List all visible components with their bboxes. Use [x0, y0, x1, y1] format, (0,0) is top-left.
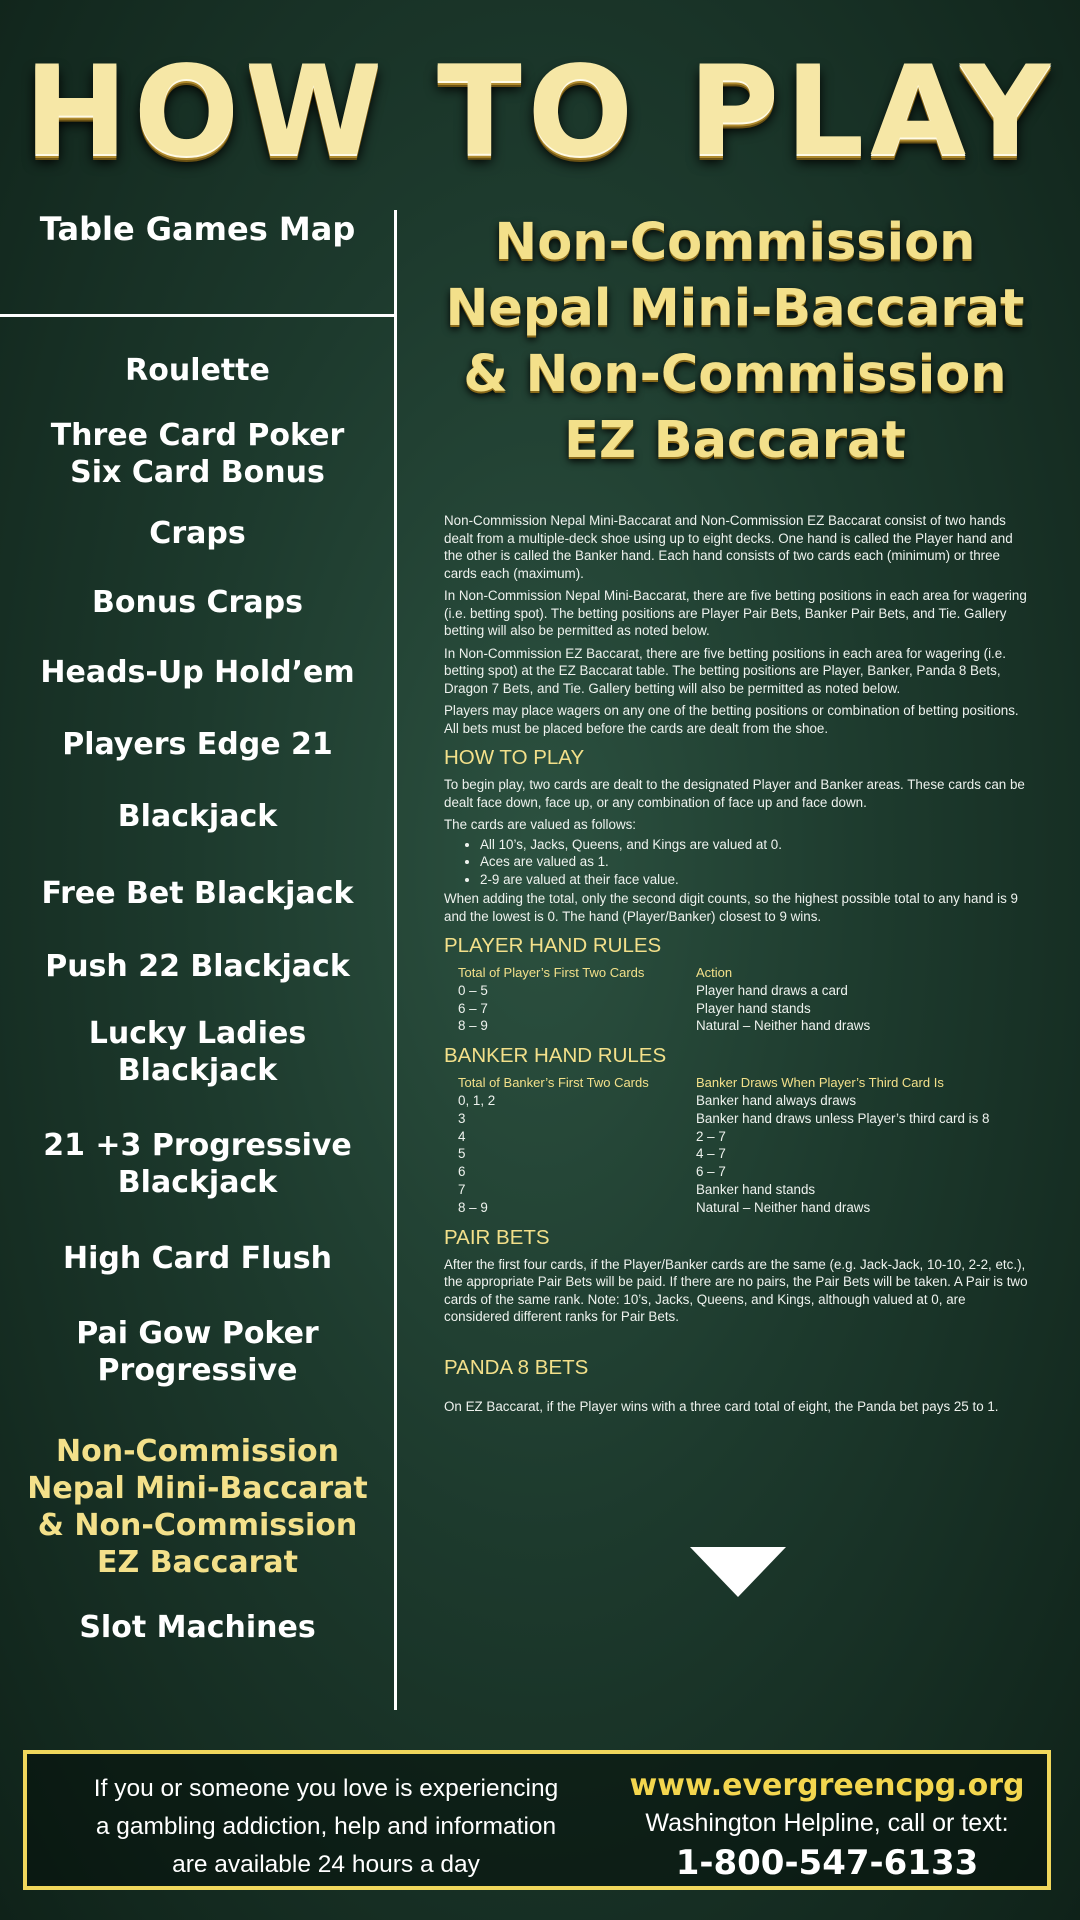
table-row	[458, 1000, 870, 1018]
intro-paragraph: Players may place wagers on any one of the betting positions or combination of betting positions. All bets must be placed before the cards are dealt from the shoe.	[444, 703, 1019, 736]
how-to-play-paragraph: The cards are valued as follows:	[444, 817, 637, 832]
table-cell: 4	[458, 1128, 466, 1144]
table-cell: 6 – 7	[458, 1000, 488, 1016]
panda-bets-paragraph: On EZ Baccarat, if the Player wins with a three card total of eight, the Panda bet pays 25 to 1.	[444, 1398, 999, 1414]
sidebar-item[interactable]: Pai Gow Poker Progressive	[76, 1316, 319, 1388]
table-cell: Player hand draws a card	[696, 982, 848, 998]
sidebar-item[interactable]: High Card Flush	[63, 1241, 332, 1276]
table-row	[458, 1181, 990, 1199]
sidebar-item[interactable]: Three Card Poker Six Card Bonus	[50, 418, 345, 490]
sidebar-item[interactable]: Players Edge 21	[62, 727, 333, 762]
player-rules-table	[458, 964, 870, 1035]
helpline-footer	[23, 1750, 1051, 1890]
list-item: • All 10’s, Jacks, Queens, and Kings are valued at 0.	[480, 836, 1034, 854]
table-cell: 8 – 9	[458, 1018, 488, 1034]
table-cell: 0 – 5	[458, 982, 488, 998]
list-item: • Aces are valued as 1.	[480, 853, 1034, 871]
table-cell: 5	[458, 1146, 466, 1162]
banker-rules-table	[458, 1074, 990, 1216]
help-message: If you or someone you love is experiencing a gambling addiction, help and information are available 24 hours a day	[93, 1775, 559, 1878]
list-item: • 2-9 are valued at their face value.	[480, 871, 1034, 889]
sidebar-item[interactable]: Non-Commission Nepal Mini-Baccarat & Non-Commission EZ Baccarat	[27, 1434, 368, 1580]
rules-text	[444, 512, 1034, 1420]
table-row	[458, 1110, 990, 1128]
card-values-list	[444, 836, 1034, 889]
table-cell: 6 – 7	[696, 1164, 726, 1180]
table-cell: Player hand stands	[696, 1000, 811, 1016]
sidebar-item[interactable]: Heads-Up Hold’em	[40, 655, 355, 690]
intro-paragraph: In Non-Commission Nepal Mini-Baccarat, there are five betting positions in each area for wagering (i.e. betting spot). The betting positions are Player Pair Bets, Banker Pair Bets, and Tie. Gallery betting will also be permitted as noted below.	[444, 588, 1027, 638]
table-row	[458, 1017, 870, 1035]
banker-rules-heading: BANKER HAND RULES	[444, 1044, 667, 1068]
table-cell: Banker hand draws unless Player’s third card is 8	[696, 1110, 990, 1126]
sidebar-item[interactable]: Free Bet Blackjack	[41, 876, 354, 911]
page-title: HOW TO PLAY	[23, 40, 1057, 184]
pair-bets-paragraph: After the first four cards, if the Player/Banker cards are the same (e.g. Jack-Jack, 10-10, 2-2, etc.), the appropriate Pair Bets will be paid. If there are no pairs, the Pair Bets will be taken. A Pair is two cards of the same rank. Note: 10’s, Jacks, Queens, and Kings, although valued at 0, are considered different ranks for Pair Bets.	[444, 1256, 1028, 1325]
table-cell: Natural – Neither hand draws	[696, 1018, 871, 1034]
table-row	[458, 982, 870, 1000]
sidebar-item[interactable]: Push 22 Blackjack	[45, 949, 350, 984]
game-title: Non-Commission Nepal Mini-Baccarat & Non-Commission EZ Baccarat	[445, 213, 1025, 470]
table-cell: 6	[458, 1164, 466, 1180]
table-row	[458, 1145, 990, 1163]
table-cell: 2 – 7	[696, 1128, 726, 1144]
table-header: Total of Player’s First Two Cards	[458, 965, 645, 980]
how-to-play-paragraph: When adding the total, only the second digit counts, so the highest possible total to any hand is 9 and the lowest is 0. The hand (Player/Banker) closest to 9 wins.	[444, 891, 1018, 924]
player-rules-heading: PLAYER HAND RULES	[444, 934, 662, 957]
down-arrow-icon[interactable]	[690, 1547, 786, 1597]
help-website-link[interactable]: www.evergreencpg.org	[629, 1768, 1025, 1803]
sidebar-item[interactable]: Lucky Ladies Blackjack	[88, 1016, 307, 1088]
pair-bets-heading: PAIR BETS	[444, 1225, 550, 1249]
table-cell: 8 – 9	[458, 1199, 488, 1215]
main-content	[440, 210, 1030, 1414]
sidebar-item[interactable]: Craps	[149, 516, 246, 551]
sidebar-item[interactable]: Bonus Craps	[92, 585, 303, 620]
table-cell: 4 – 7	[696, 1146, 726, 1162]
column-divider	[394, 210, 397, 1710]
table-header: Banker Draws When Player’s Third Card Is	[696, 1075, 944, 1091]
table-header: Action	[696, 965, 733, 980]
table-cell: 0, 1, 2	[458, 1092, 496, 1108]
game-menu	[0, 352, 395, 1646]
table-cell: 7	[458, 1181, 466, 1197]
sidebar-item[interactable]: Roulette	[125, 353, 270, 388]
sidebar-item[interactable]: 21 +3 Progressive Blackjack	[43, 1128, 352, 1200]
how-to-play-paragraph: To begin play, two cards are dealt to the designated Player and Banker areas. These cards can be dealt face down, face up, or any combination of face up and face down.	[444, 777, 1025, 810]
table-cell: Banker hand always draws	[696, 1092, 857, 1108]
table-cell: Banker hand stands	[696, 1181, 816, 1197]
sidebar-divider	[0, 314, 395, 317]
table-row	[458, 1163, 990, 1181]
sidebar-title[interactable]: Table Games Map	[39, 210, 356, 248]
helpline-label: Washington Helpline, call or text:	[645, 1809, 1009, 1837]
how-to-play-heading: HOW TO PLAY	[444, 746, 585, 769]
table-header: Total of Banker’s First Two Cards	[458, 1075, 649, 1091]
table-row	[458, 1092, 990, 1110]
table-row	[458, 1199, 990, 1217]
table-cell: 3	[458, 1110, 466, 1126]
panda-bets-heading: PANDA 8 BETS	[444, 1355, 589, 1379]
intro-paragraph: In Non-Commission EZ Baccarat, there are five betting positions in each area for wagering (i.e. betting spot) at the EZ Baccarat table. The betting positions are Player, Banker, Panda 8 Bets, Dragon 7 Bets, and Tie. Gallery betting will also be permitted as noted below.	[444, 645, 1006, 696]
intro-paragraph: Non-Commission Nepal Mini-Baccarat and Non-Commission EZ Baccarat consist of two hands dealt from a multiple-deck shoe using up to eight decks. One hand is called the Player hand and the other is called the Banker hand. Each hand consists of two cards each (minimum) or three cards each (maximum).	[444, 513, 1013, 581]
table-cell: Natural – Neither hand draws	[696, 1199, 871, 1215]
sidebar-item[interactable]: Blackjack	[117, 799, 278, 834]
table-row	[458, 1128, 990, 1146]
sidebar-item[interactable]: Slot Machines	[79, 1610, 316, 1645]
helpline-phone[interactable]: 1-800-547-6133	[675, 1843, 979, 1883]
helpline-info	[607, 1766, 1047, 1886]
